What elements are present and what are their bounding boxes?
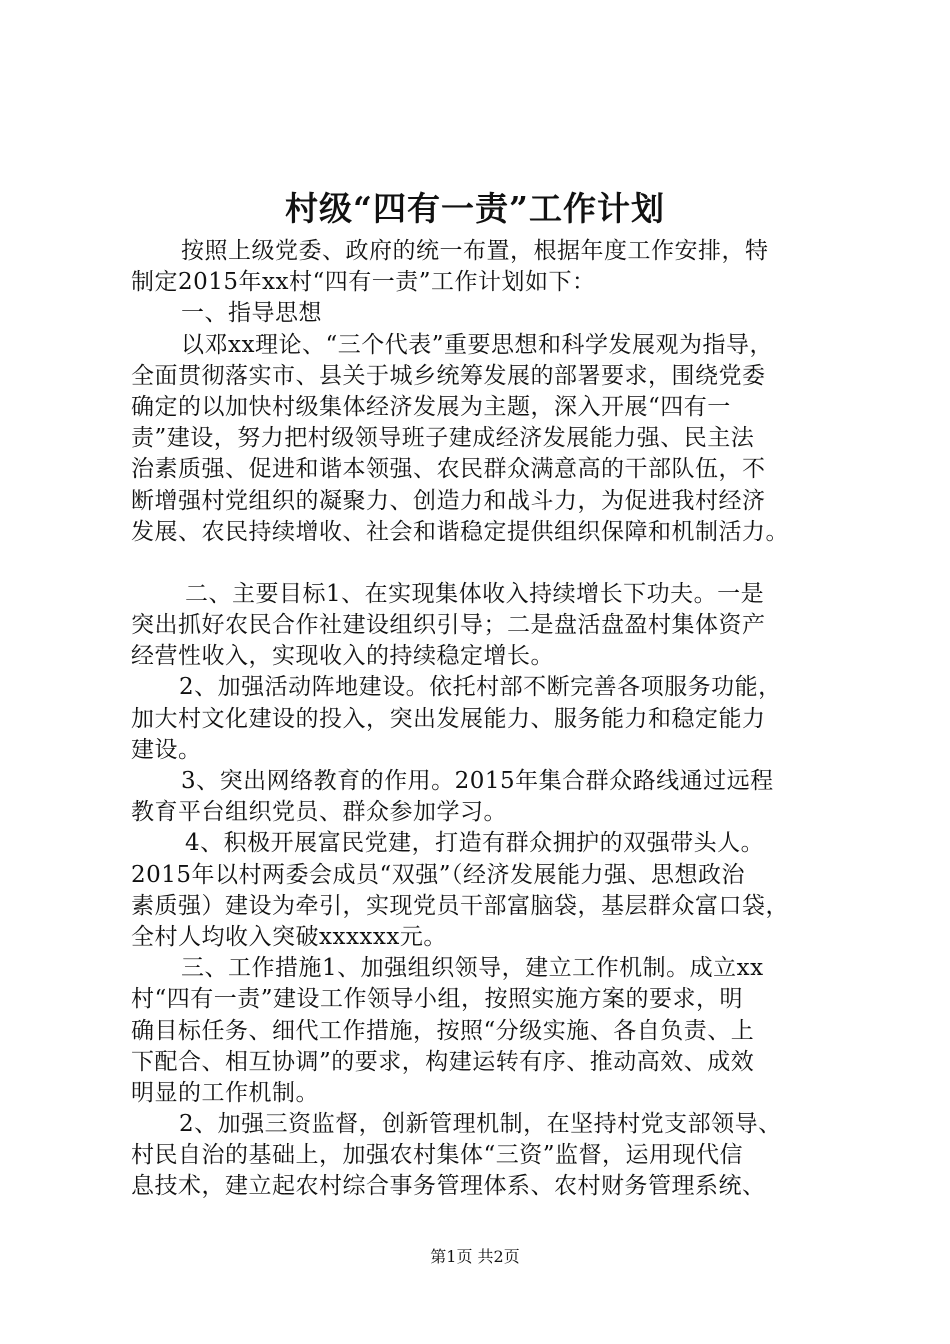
paragraph-line: 经营性收入，实现收入的持续稳定增长。 <box>131 643 554 670</box>
document-title: 村级“四有一责”工作计划 <box>285 189 665 228</box>
paragraph-line: 断增强村党组织的凝聚力、创造力和战斗力，为促进我村经济 <box>131 487 766 514</box>
paragraph-line: 下配合、相互协调”的要求，构建运转有序、推动高效、成效 <box>131 1048 755 1075</box>
paragraph-line: 建设。 <box>131 736 202 763</box>
paragraph-line: 二、主要目标1、在实现集体收入持续增长下功夫。一是 <box>185 580 765 607</box>
paragraph-line: 息技术，建立起农村综合事务管理体系、农村财务管理系统、 <box>131 1173 766 1200</box>
paragraph-line: 全面贯彻落实市、县关于城乡统筹发展的部署要求，围绕党委 <box>131 362 766 389</box>
paragraph-line: 明显的工作机制。 <box>131 1079 319 1106</box>
paragraph-line: 4、积极开展富民党建，打造有群众拥护的双强带头人。 <box>185 830 765 857</box>
section-heading: 一、指导思想 <box>181 300 322 327</box>
paragraph-line: 教育平台组织党员、群众参加学习。 <box>131 799 507 826</box>
paragraph-line: 治素质强、促进和谐本领强、农民群众满意高的干部队伍，不 <box>131 456 766 483</box>
paragraph-line: 制定2015年xx村“四有一责”工作计划如下： <box>131 269 596 296</box>
document-body <box>131 236 831 1203</box>
paragraph-line: 2、加强活动阵地建设。依托村部不断完善各项服务功能， <box>179 674 782 701</box>
page-number: 第1页 共2页 <box>430 1247 520 1266</box>
paragraph-gap <box>131 548 831 579</box>
paragraph-line: 素质强）建设为牵引，实现党员干部富脑袋，基层群众富口袋， <box>131 892 789 919</box>
paragraph-line: 突出抓好农民合作社建设组织引导；二是盘活盘盈村集体资产 <box>131 612 766 639</box>
paragraph-line: 确定的以加快村级集体经济发展为主题，深入开展“四有一 <box>131 393 731 420</box>
paragraph-line: 2015年以村两委会成员“双强”（经济发展能力强、思想政治 <box>131 861 746 888</box>
paragraph-line: 3、突出网络教育的作用。2015年集合群众路线通过远程 <box>181 768 774 794</box>
paragraph-line: 三、工作措施1、加强组织领导，建立工作机制。成立xx <box>181 955 764 982</box>
paragraph-line: 以邓xx理论、“三个代表”重要思想和科学发展观为指导， <box>181 331 773 358</box>
paragraph-line: 加大村文化建设的投入，突出发展能力、服务能力和稳定能力 <box>131 705 766 732</box>
paragraph-line: 全村人均收入突破xxxxxx元。 <box>131 923 447 950</box>
paragraph-line: 按照上级党委、政府的统一布置，根据年度工作安排，特 <box>181 238 769 264</box>
paragraph-line: 2、加强三资监督，创新管理机制，在坚持村党支部领导、 <box>179 1111 782 1138</box>
paragraph-line: 村民自治的基础上，加强农村集体“三资”监督，运用现代信 <box>131 1142 744 1169</box>
paragraph-line: 发展、农民持续增收、社会和谐稳定提供组织保障和机制活力。 <box>131 518 789 545</box>
paragraph-line: 确目标任务、细代工作措施，按照“分级实施、各自负责、上 <box>131 1017 755 1044</box>
paragraph-line: 责”建设，努力把村级领导班子建成经济发展能力强、民主法 <box>131 425 755 452</box>
paragraph-line: 村“四有一责”建设工作领导小组，按照实施方案的要求，明 <box>131 986 744 1013</box>
